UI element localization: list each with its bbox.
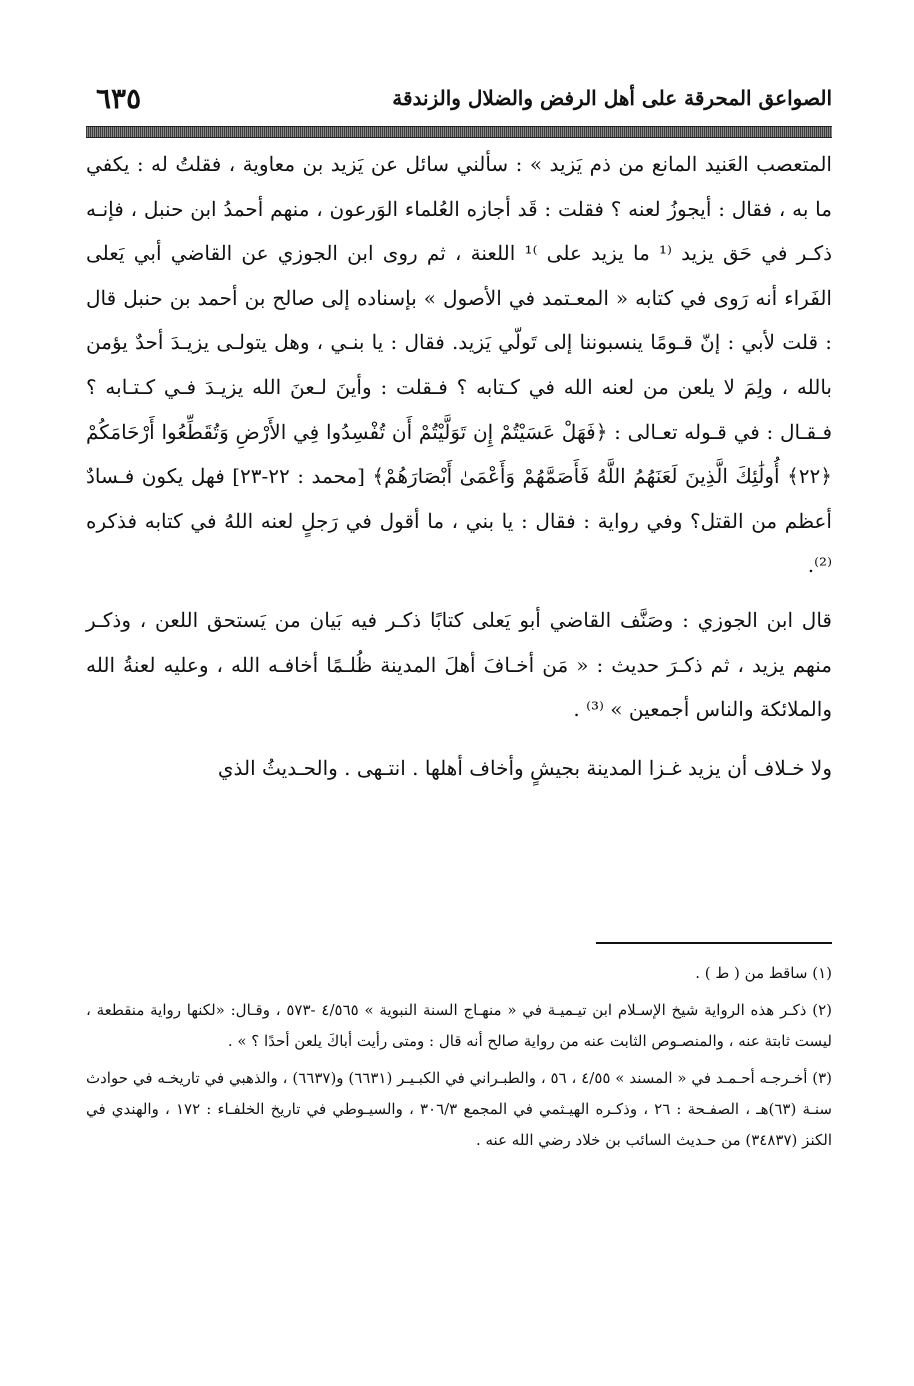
running-title: الصواعق المحرقة على أهل الرفض والضلال والزندقة xyxy=(392,86,832,110)
footnote: (٣) أخـرجـه أحـمـد في « المسند » ٤/٥٥ ، ٥٦ ، والطبـراني في الكبـيـر (٦٦٣١) و(٦٦٣٧) ، والذهبي في تاريخـه في حوادث سنـة (٦٣)هـ ، الصفـحة : ٢٦ ، وذكـره الهيـثمي في المجمع ٣٠٦/٣ ، والسيـوطي في تاريخ الخلفـاء : ١٧٢ ، والهندي في الكنز (٣٤٨٣٧) من حـديث السائب بن خلاد رضي الله عنه . xyxy=(86,1069,832,1149)
footnote-divider xyxy=(596,942,832,944)
footnotes xyxy=(86,958,832,1162)
page-number: ٦٣٥ xyxy=(96,82,142,115)
body-paragraph: قال ابن الجوزي : وصَنَّف القاضي أبو يَعلى كتابًا ذكـر فيه بَيان من يَستحق اللعن ، وذكـر منهم يزيد ، ثم ذكـرَ حديث : « مَن أخـافَ أهلَ المدينة ظُلـمًا أخافـه الله ، وعليه لعنةُ الله والملائكة والناس أجمعين » ⁽³⁾ . xyxy=(86,607,832,722)
body-paragraph: ولا خـلاف أن يزيد غـزا المدينة بجيشٍ وأخاف أهلها . انتـهى . والحـديثُ الذي xyxy=(217,755,832,780)
main-text xyxy=(86,142,832,790)
footnote: (١) ساقط من ( ط ) . xyxy=(695,964,832,982)
footnote: (٢) ذكـر هذه الرواية شيخ الإسـلام ابن تيـميـة في « منهـاج السنة النبوية » ٤/٥٦٥ -٥٧٣ ، وقـال: «لكنها رواية منقطعة ، ليست ثابتة عنه ، والمنصـوص الثابت عنه من رواية صالح أنه قال : ومتى رأيت أباكَ يلعن أحدًا ؟ » . xyxy=(86,1001,832,1050)
header-divider xyxy=(86,126,832,138)
page-header xyxy=(86,82,832,126)
body-paragraph: المتعصب العَنيد المانع من ذم يَزيد » : سألني سائل عن يَزيد بن معاوية ، فقلتُ له : يكفي ما به ، فقال : أيجوزُ لعنه ؟ فقلت : قَد أجازه العُلماء الوَرعون ، منهم أحمدُ ابن حنبل ، فإنـه ذكـر في حَق يزيد ⁽¹ ما يزيد على ⁾¹ اللعنة ، ثم روى ابن الجوزي عن القاضي أبي يَعلى الفَراء أنه رَوى في كتابه « المعـتمد في الأصول » بإسناده إلى صالح بن أحمد بن حنبل قال : قلت لأبي : إنّ قـومًا ينسبوننا إلى تَولّي يَزيد. فقال : يا بنـي ، وهل يتولـى يزيـدَ أحدٌ يؤمن بالله ، ولِمَ لا يلعن من لعنه الله في كـتابه ؟ فـقلت : وأينَ لـعنَ الله يزيـدَ فـي كـتـابه ؟ فـقـال : في قـوله تعـالى : ﴿فَهَلْ عَسَيْتُمْ إِن تَوَلَّيْتُمْ أَن تُفْسِدُوا فِي الأَرْضِ وَتُقَطِّعُوا أَرْحَامَكُمْ ﴿٢٢﴾ أُولَٰئِكَ الَّذِينَ لَعَنَهُمُ اللَّهُ فَأَصَمَّهُمْ وَأَعْمَىٰ أَبْصَارَهُمْ﴾ [محمد : ٢٢-٢٣] فهل يكون فـسادٌ أعظم من القتل؟ وفي رواية : فقال : يا بني ، ما أقول في رَجلٍ لعنه اللهُ في كتابه فذكره ⁽²⁾. xyxy=(86,152,832,578)
